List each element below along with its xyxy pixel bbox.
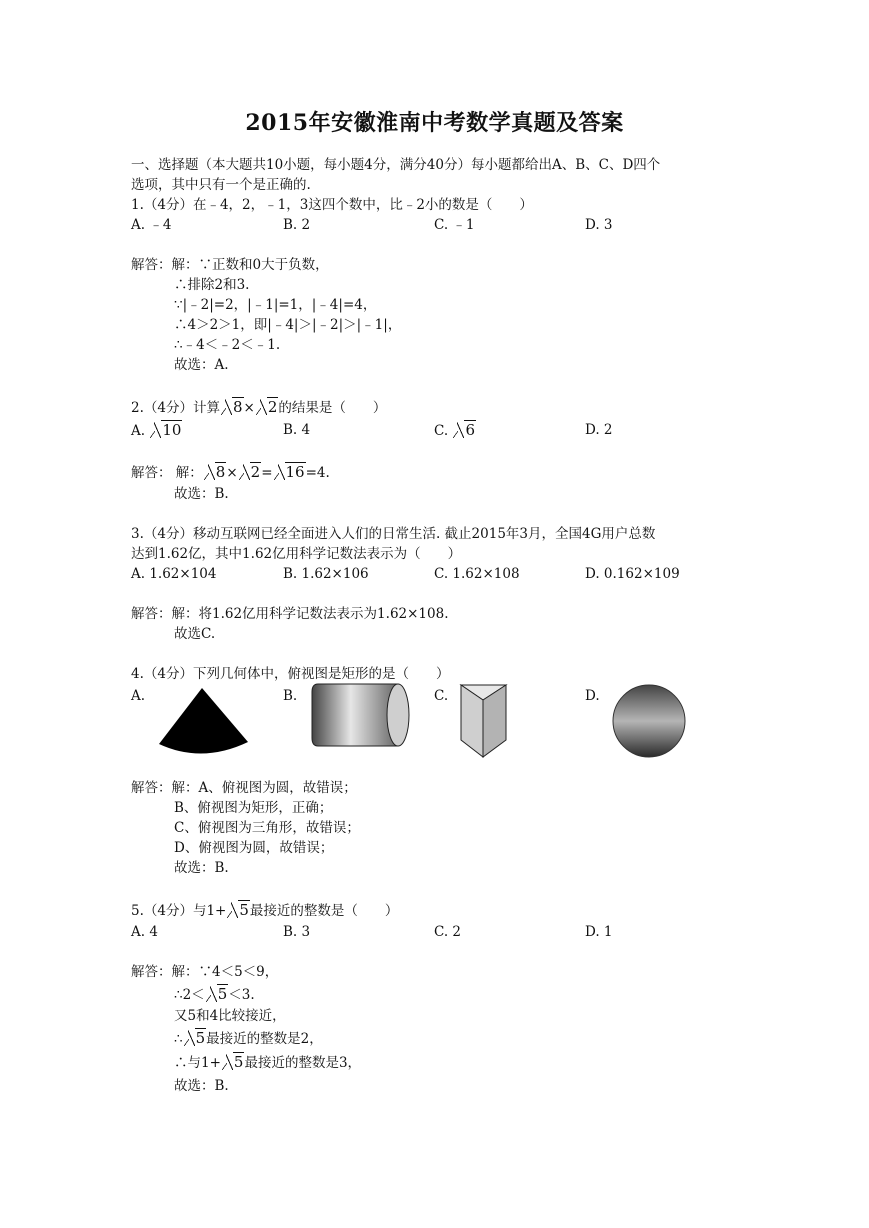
question-3-stem-line-1: 3.（4分）移动互联网已经全面进入人们的日常生活. 截止2015年3月，全国4G用户总数 <box>131 526 656 542</box>
sqrt-expression <box>453 420 476 441</box>
sqrt-expression <box>184 1028 207 1049</box>
question-5-option-d: D. 1 <box>585 924 613 940</box>
question-3-option-d: D. 0.162×109 <box>585 566 680 582</box>
question-2-option-c <box>434 420 476 441</box>
question-4-solution-line: 解答：解：A、俯视图为圆，故错误； <box>131 780 357 796</box>
math-text: 16 <box>285 463 305 481</box>
math-text: ＜3. <box>228 987 255 1003</box>
page-title: 2015年安徽淮南中考数学真题及答案 <box>245 110 624 136</box>
question-1-solution-line: ∵|﹣2|=2，|﹣1|=1，|﹣4|=4， <box>174 297 377 313</box>
question-1-stem: 1.（4分）在﹣4，2，﹣1，3这四个数中，比﹣2小的数是（ ） <box>131 197 533 213</box>
question-2-option-b: B. 4 <box>283 422 311 438</box>
math-text: A. <box>131 423 146 439</box>
question-1-solution-line: ∴排除2和3. <box>174 277 250 293</box>
question-4-option-a-label: A. <box>131 688 146 704</box>
math-text: 5.（4分）与1+ <box>131 903 227 919</box>
question-1-option-a: A. ﹣4 <box>131 217 172 233</box>
math-text: 5 <box>233 1053 244 1071</box>
sphere-figure <box>610 682 688 760</box>
question-5-option-a: A. 4 <box>131 924 158 940</box>
question-4-solution-line: B、俯视图为矩形，正确； <box>174 800 333 816</box>
sqrt-expression <box>222 1052 245 1073</box>
question-5-solution-line <box>174 984 255 1005</box>
question-5-solution-line: 解答：解：∵4＜5＜9， <box>131 964 279 980</box>
question-4-solution-line: D、俯视图为圆，故错误； <box>174 840 334 856</box>
sqrt-expression <box>150 420 182 441</box>
math-text: ∴2＜ <box>174 987 205 1003</box>
math-text: 5 <box>217 985 228 1003</box>
cylinder-figure <box>310 682 412 748</box>
math-text: 10 <box>162 421 182 439</box>
math-text: 解答： <box>131 465 172 481</box>
math-text: ∴ <box>174 1031 183 1047</box>
math-text: 最接近的整数是2， <box>206 1031 323 1047</box>
question-5-stem <box>131 900 398 921</box>
question-2-answer: 故选：B. <box>174 486 229 502</box>
question-1-solution-line: ∴4＞2＞1，即|﹣4|＞|﹣2|＞|﹣1|， <box>174 317 402 333</box>
sqrt-expression <box>204 462 227 483</box>
math-text: 2 <box>267 398 278 416</box>
math-text: 的结果是（ ） <box>278 400 387 416</box>
sqrt-expression <box>274 462 306 483</box>
sqrt-expression <box>206 984 229 1005</box>
math-text: C. <box>434 423 449 439</box>
math-text: 最接近的整数是（ ） <box>249 903 399 919</box>
question-5-option-c: C. 2 <box>434 924 462 940</box>
question-4-option-b-label: B. <box>283 688 298 704</box>
question-1-answer: 故选：A. <box>174 357 229 373</box>
section-intro-line-2: 选项，其中只有一个是正确的. <box>131 177 311 193</box>
question-2-solution-line <box>131 462 330 483</box>
question-4-stem: 4.（4分）下列几何体中，俯视图是矩形的是（ ） <box>131 666 450 682</box>
math-text: ∴与1+ <box>174 1055 221 1071</box>
question-3-stem-line-2: 达到1.62亿，其中1.62亿用科学记数法表示为（ ） <box>131 546 462 562</box>
question-1-option-b: B. 2 <box>283 217 311 233</box>
question-1-option-d: D. 3 <box>585 217 613 233</box>
sqrt-expression <box>239 462 262 483</box>
math-text: × <box>243 400 255 416</box>
question-3-option-c: C. 1.62×108 <box>434 566 520 582</box>
math-text: 2.（4分）计算 <box>131 400 220 416</box>
question-3-answer: 故选C. <box>174 626 216 642</box>
math-text: 6 <box>465 421 475 439</box>
math-text: 5 <box>195 1029 206 1047</box>
question-4-option-c-label: C. <box>434 688 449 704</box>
triangular-prism-figure <box>458 682 510 760</box>
math-text: = <box>261 465 273 481</box>
question-3-option-a: A. 1.62×104 <box>131 566 217 582</box>
question-5-solution-line <box>174 1028 323 1049</box>
question-5-solution-line: 又5和4比较接近， <box>174 1008 286 1024</box>
question-5-option-b: B. 3 <box>283 924 311 940</box>
question-1-solution-line: ∴﹣4＜﹣2＜﹣1. <box>174 337 281 353</box>
question-3-option-b: B. 1.62×106 <box>283 566 369 582</box>
question-3-solution-line: 解答：解：将1.62亿用科学记数法表示为1.62×108. <box>131 606 449 622</box>
question-4-solution-line: C、俯视图为三角形，故错误； <box>174 820 360 836</box>
question-2-stem <box>131 397 386 418</box>
math-text: 解： <box>175 465 203 481</box>
math-text: 8 <box>232 398 243 416</box>
math-text: 5 <box>239 901 249 919</box>
math-text: × <box>226 465 238 481</box>
sqrt-expression <box>256 397 279 418</box>
question-1-option-c: C. ﹣1 <box>434 217 475 233</box>
math-text: =4. <box>305 465 330 481</box>
question-5-solution-line <box>174 1052 361 1073</box>
question-5-answer: 故选：B. <box>174 1078 229 1094</box>
section-intro-line-1: 一、选择题（本大题共10小题，每小题4分，满分40分）每小题都给出A、B、C、D四个 <box>131 157 661 173</box>
cone-figure <box>156 686 252 758</box>
question-4-answer: 故选：B. <box>174 860 229 876</box>
question-2-option-d: D. 2 <box>585 422 613 438</box>
math-text: 最接近的整数是3， <box>244 1055 362 1071</box>
question-4-option-d-label: D. <box>585 688 600 704</box>
sqrt-expression <box>221 397 244 418</box>
question-1-solution-line: 解答：解：∵正数和0大于负数， <box>131 257 329 273</box>
question-2-option-a <box>131 420 182 441</box>
math-text: 2 <box>250 463 261 481</box>
math-text: 8 <box>215 463 226 481</box>
sqrt-expression <box>227 900 250 921</box>
